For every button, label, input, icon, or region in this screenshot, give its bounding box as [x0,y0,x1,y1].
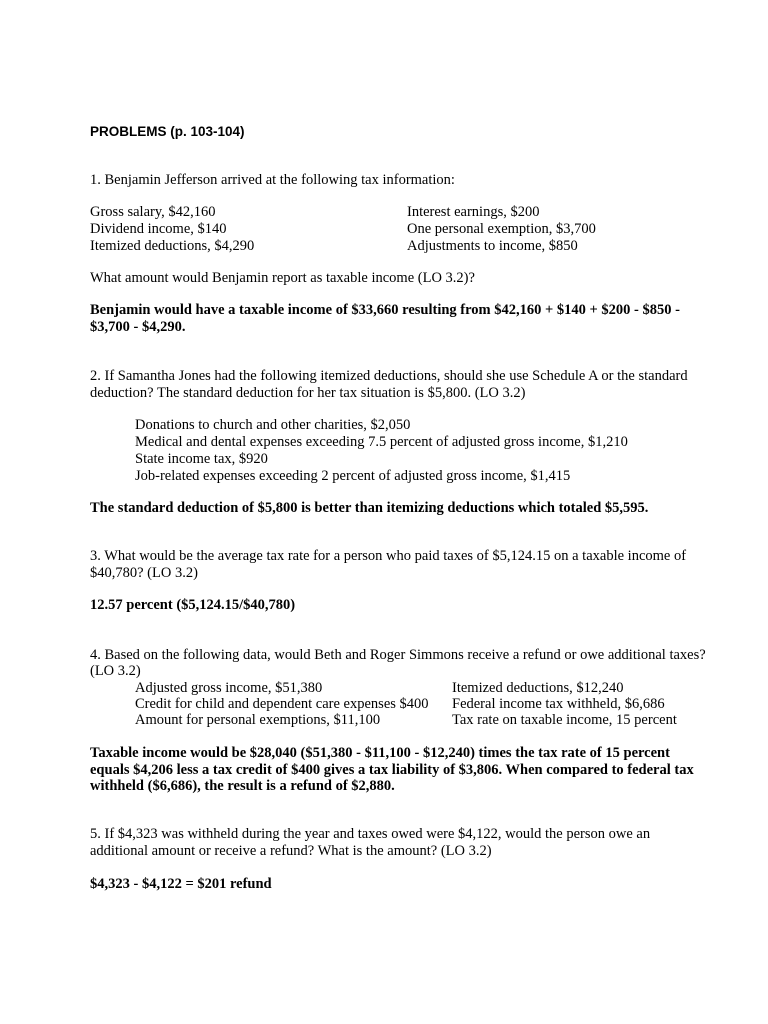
problem-1-item: Dividend income, $140 [90,221,227,237]
problem-1-ask: What amount would Benjamin report as taxable income (LO 3.2)? [90,270,475,286]
problem-3-question: 3. What would be the average tax rate for a person who paid taxes of $5,124.15 on a taxable income of [90,548,687,564]
problem-3-question: $40,780? (LO 3.2) [90,565,198,581]
problem-1-question: 1. Benjamin Jefferson arrived at the following tax information: [90,172,455,188]
problem-1-item: Gross salary, $42,160 [90,204,216,220]
problem-4-question: 4. Based on the following data, would Beth and Roger Simmons receive a refund or owe additional taxes? [90,647,706,663]
problem-4-answer: withheld ($6,686), the result is a refund of $2,880. [90,778,395,794]
problem-2-item: State income tax, $920 [135,451,268,467]
problem-3-answer: 12.57 percent ($5,124.15/$40,780) [90,597,296,613]
problem-4-item: Itemized deductions, $12,240 [452,680,624,696]
problem-2-item: Donations to church and other charities, $2,050 [135,417,411,433]
problem-1-item: One personal exemption, $3,700 [407,221,596,237]
problem-2-question: 2. If Samantha Jones had the following itemized deductions, should she use Schedule A or the standard [90,368,688,384]
problem-4-item: Tax rate on taxable income, 15 percent [452,712,677,728]
problem-4-answer: Taxable income would be $28,040 ($51,380 - $11,100 - $12,240) times the tax rate of 15 percent [90,745,670,761]
problem-1-answer: Benjamin would have a taxable income of $33,660 resulting from $42,160 + $140 + $200 - $850 - [90,302,680,318]
problem-4-question: (LO 3.2) [90,663,141,679]
problem-5-answer: $4,323 - $4,122 = $201 refund [90,876,272,892]
problem-4-item: Credit for child and dependent care expenses $400 [135,696,429,712]
problem-1-item: Adjustments to income, $850 [407,238,578,254]
problem-4-item: Federal income tax withheld, $6,686 [452,696,665,712]
problem-5-question: 5. If $4,323 was withheld during the year and taxes owed were $4,122, would the person owe an [90,826,651,842]
problem-2-answer: The standard deduction of $5,800 is better than itemizing deductions which totaled $5,595. [90,500,649,516]
problem-1-item: Interest earnings, $200 [407,204,540,220]
problem-2-item: Job-related expenses exceeding 2 percent of adjusted gross income, $1,415 [135,468,571,484]
problem-2-item: Medical and dental expenses exceeding 7.5 percent of adjusted gross income, $1,210 [135,434,628,450]
problem-2-question: deduction? The standard deduction for her tax situation is $5,800. (LO 3.2) [90,385,526,401]
problem-1-item: Itemized deductions, $4,290 [90,238,255,254]
problem-4-item: Amount for personal exemptions, $11,100 [135,712,381,728]
problem-5-question: additional amount or receive a refund? What is the amount? (LO 3.2) [90,843,492,859]
problem-4-answer: equals $4,206 less a tax credit of $400 gives a tax liability of $3,806. When compared to federal tax [90,762,694,778]
problem-1-answer: $3,700 - $4,290. [90,319,186,335]
page-title: PROBLEMS (p. 103-104) [90,124,245,139]
problem-4-item: Adjusted gross income, $51,380 [135,680,323,696]
